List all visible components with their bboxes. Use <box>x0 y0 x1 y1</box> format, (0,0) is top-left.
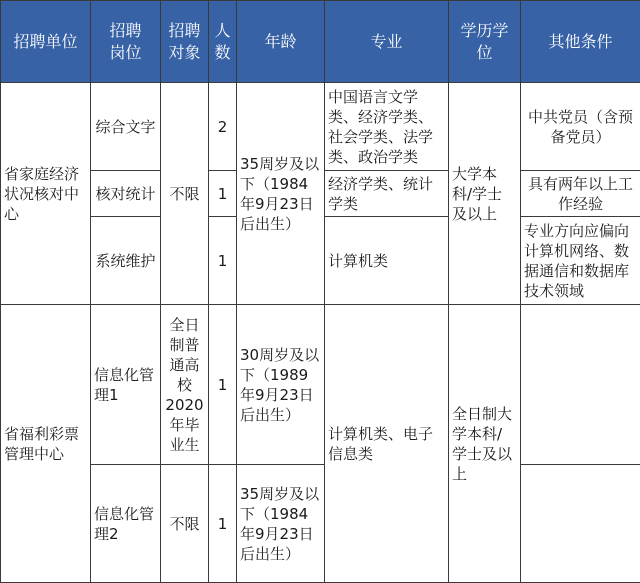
unit-cell: 省福利彩票管理中心 <box>1 305 91 583</box>
other-cell: 具有两年以上工作经验 <box>521 171 640 217</box>
age-cell: 35周岁及以下（1984年9月23日后出生） <box>237 83 325 305</box>
header-row <box>1 1 640 83</box>
count-cell: 1 <box>209 465 237 583</box>
count-cell: 2 <box>209 83 237 171</box>
post-cell: 信息化管理2 <box>91 465 161 583</box>
header-target: 招聘 对象 <box>161 1 209 83</box>
degree-cell: 大学本科/学士及以上 <box>449 83 521 305</box>
header-degree: 学历学 位 <box>449 1 521 83</box>
target-cell: 全日制普通高校2020年毕业生 <box>161 305 209 465</box>
count-cell: 1 <box>209 171 237 217</box>
post-cell: 核对统计 <box>91 171 161 217</box>
age-cell: 35周岁及以下（1984年9月23日后出生） <box>237 465 325 583</box>
other-cell <box>521 305 640 465</box>
major-cell: 计算机类、电子信息类 <box>325 305 449 583</box>
age-cell: 30周岁及以下（1989年9月23日后出生） <box>237 305 325 465</box>
header-count: 人 数 <box>209 1 237 83</box>
target-cell: 不限 <box>161 465 209 583</box>
table-row <box>1 83 640 171</box>
major-cell: 中国语言文学类、经济学类、社会学类、法学类、政治学类 <box>325 83 449 171</box>
post-cell: 信息化管理1 <box>91 305 161 465</box>
header-major: 专业 <box>325 1 449 83</box>
header-post: 招聘 岗位 <box>91 1 161 83</box>
degree-cell: 全日制大学本科/学士及以上 <box>449 305 521 583</box>
count-cell: 1 <box>209 305 237 465</box>
header-unit: 招聘单位 <box>1 1 91 83</box>
header-age: 年龄 <box>237 1 325 83</box>
major-cell: 计算机类 <box>325 217 449 305</box>
table-row <box>1 305 640 465</box>
other-cell: 中共党员（含预备党员） <box>521 83 640 171</box>
unit-cell: 省家庭经济状况核对中心 <box>1 83 91 305</box>
table-row <box>1 465 640 583</box>
count-cell: 1 <box>209 217 237 305</box>
major-cell: 经济学类、统计学类 <box>325 171 449 217</box>
target-cell: 不限 <box>161 83 209 305</box>
post-cell: 系统维护 <box>91 217 161 305</box>
other-cell: 专业方向应偏向计算机网络、数据通信和数据库技术领域 <box>521 217 640 305</box>
post-cell: 综合文字 <box>91 83 161 171</box>
other-cell <box>521 465 640 583</box>
header-other: 其他条件 <box>521 1 640 83</box>
